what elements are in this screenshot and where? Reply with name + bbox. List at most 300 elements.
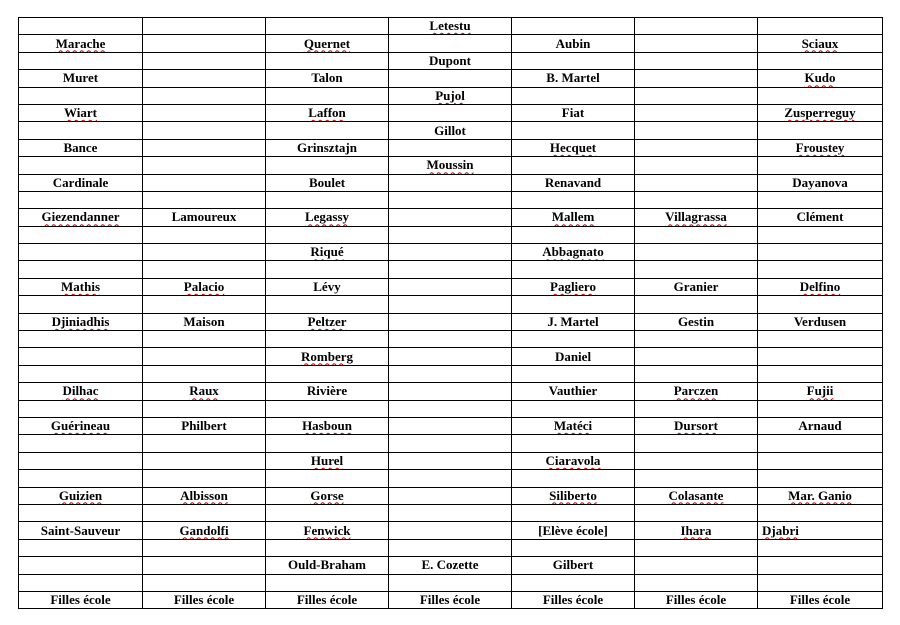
- table-cell: [143, 157, 266, 174]
- table-cell: [143, 18, 266, 35]
- table-cell: [143, 278, 266, 295]
- table-cell: [758, 157, 883, 174]
- name-label: Filles école: [789, 592, 851, 608]
- table-cell: [19, 139, 143, 156]
- table-cell: [758, 296, 883, 313]
- name-label: Letestu: [429, 18, 471, 34]
- table-cell: [143, 574, 266, 591]
- name-label: Delfino: [799, 279, 841, 295]
- table-cell: [389, 122, 512, 139]
- name-label: Dupont: [429, 52, 471, 68]
- table-cell: [635, 157, 758, 174]
- table-row: [19, 226, 883, 243]
- table-cell: [389, 435, 512, 452]
- name-label: Mallem: [551, 209, 595, 225]
- table-cell: [266, 52, 389, 69]
- table-cell: [389, 226, 512, 243]
- table-cell: [758, 591, 883, 608]
- table-cell: [635, 104, 758, 121]
- name-label: Moussin: [426, 157, 474, 173]
- table-cell: [19, 70, 143, 87]
- table-cell: [512, 313, 635, 330]
- name-label: Gorse: [310, 487, 344, 503]
- table-cell: [266, 70, 389, 87]
- table-cell: [389, 591, 512, 608]
- name-label: Albisson: [180, 487, 228, 503]
- table-row: [19, 157, 883, 174]
- table-cell: [143, 331, 266, 348]
- table-cell: [512, 435, 635, 452]
- name-label: Boulet: [308, 174, 346, 190]
- table-cell: [19, 348, 143, 365]
- table-cell: [635, 348, 758, 365]
- table-row: [19, 504, 883, 521]
- table-cell: [19, 122, 143, 139]
- table-cell: [512, 174, 635, 191]
- table-cell: [19, 174, 143, 191]
- name-label: Raux: [189, 383, 219, 399]
- table-cell: [758, 70, 883, 87]
- table-row: [19, 435, 883, 452]
- table-row: [19, 278, 883, 295]
- table-cell: [389, 191, 512, 208]
- table-cell: [19, 365, 143, 382]
- name-label: Wiart: [64, 105, 97, 121]
- table-cell: [143, 244, 266, 261]
- table-cell: [635, 35, 758, 52]
- table-cell: [19, 87, 143, 104]
- table-cell: [758, 365, 883, 382]
- table-cell: [512, 504, 635, 521]
- table-cell: [758, 348, 883, 365]
- table-cell: [758, 278, 883, 295]
- table-cell: [266, 557, 389, 574]
- table-cell: [512, 209, 635, 226]
- table-cell: [19, 539, 143, 556]
- table-cell: [512, 191, 635, 208]
- name-label: Muret: [62, 70, 99, 86]
- name-label: Djabri: [762, 522, 799, 538]
- table-cell: [143, 557, 266, 574]
- table-cell: [19, 35, 143, 52]
- table-cell: [512, 383, 635, 400]
- table-cell: [512, 452, 635, 469]
- table-cell: [758, 400, 883, 417]
- table-cell: [143, 191, 266, 208]
- table-row: [19, 209, 883, 226]
- table-cell: [266, 244, 389, 261]
- table-cell: [758, 539, 883, 556]
- table-cell: [389, 331, 512, 348]
- table-cell: [635, 174, 758, 191]
- table-cell: [266, 331, 389, 348]
- name-label: Siliberto: [549, 487, 597, 503]
- table-cell: [635, 400, 758, 417]
- table-cell: [512, 87, 635, 104]
- table-cell: [19, 417, 143, 434]
- table-cell: [143, 174, 266, 191]
- table-row: [19, 331, 883, 348]
- table-cell: [19, 18, 143, 35]
- table-cell: [635, 470, 758, 487]
- table-cell: [758, 18, 883, 35]
- table-cell: [143, 313, 266, 330]
- name-label: Bance: [63, 139, 98, 155]
- table-cell: [635, 591, 758, 608]
- table-row: [19, 261, 883, 278]
- table-cell: [19, 244, 143, 261]
- name-label: Gandolfi: [179, 522, 229, 538]
- name-label: Saint-Sauveur: [40, 522, 121, 538]
- table-cell: [266, 365, 389, 382]
- table-cell: [758, 139, 883, 156]
- table-cell: [758, 331, 883, 348]
- table-cell: [389, 70, 512, 87]
- table-cell: [19, 557, 143, 574]
- table-cell: [266, 522, 389, 539]
- table-cell: [512, 557, 635, 574]
- name-label: Marache: [55, 35, 106, 51]
- table-cell: [19, 313, 143, 330]
- name-label: Kudo: [804, 70, 836, 86]
- table-row: [19, 70, 883, 87]
- table-row: [19, 244, 883, 261]
- table-cell: [635, 139, 758, 156]
- table-cell: [512, 400, 635, 417]
- table-cell: [635, 122, 758, 139]
- name-label: Daniel: [554, 348, 592, 364]
- table-cell: [389, 139, 512, 156]
- table-cell: [389, 504, 512, 521]
- table-cell: [512, 261, 635, 278]
- name-label: Renavand: [544, 174, 602, 190]
- table-row: [19, 522, 883, 539]
- table-cell: [19, 157, 143, 174]
- table-cell: [266, 261, 389, 278]
- table-cell: [266, 400, 389, 417]
- name-label: Philbert: [181, 418, 227, 434]
- table-cell: [19, 452, 143, 469]
- table-cell: [389, 35, 512, 52]
- table-cell: [143, 365, 266, 382]
- table-cell: [512, 574, 635, 591]
- table-cell: [512, 139, 635, 156]
- table-cell: [758, 226, 883, 243]
- table-cell: [389, 557, 512, 574]
- table-cell: [635, 52, 758, 69]
- name-grid-body: [19, 18, 883, 609]
- table-cell: [635, 87, 758, 104]
- table-cell: [389, 400, 512, 417]
- table-row: [19, 348, 883, 365]
- name-label: Filles école: [542, 592, 604, 608]
- table-cell: [143, 487, 266, 504]
- table-cell: [266, 470, 389, 487]
- table-cell: [143, 104, 266, 121]
- table-cell: [758, 417, 883, 434]
- name-label: Dursort: [673, 418, 719, 434]
- table-cell: [143, 52, 266, 69]
- table-cell: [266, 122, 389, 139]
- name-label: Rivière: [306, 383, 348, 399]
- table-cell: [758, 87, 883, 104]
- table-cell: [143, 435, 266, 452]
- name-label: Maison: [183, 313, 225, 329]
- table-cell: [758, 261, 883, 278]
- table-cell: [635, 70, 758, 87]
- table-cell: [758, 470, 883, 487]
- table-cell: [266, 383, 389, 400]
- name-label: Pagliero: [550, 279, 596, 295]
- table-cell: [19, 331, 143, 348]
- table-cell: [266, 539, 389, 556]
- name-label: Pujol: [435, 87, 465, 103]
- name-label: Fenwick: [303, 522, 351, 538]
- table-cell: [635, 435, 758, 452]
- table-cell: [635, 383, 758, 400]
- name-label: Gestin: [677, 313, 715, 329]
- table-cell: [389, 313, 512, 330]
- table-cell: [143, 209, 266, 226]
- name-label: Villagrassa: [665, 209, 727, 225]
- table-cell: [143, 70, 266, 87]
- name-label: Peltzer: [307, 313, 347, 329]
- table-cell: [266, 157, 389, 174]
- name-label: Guizien: [58, 487, 103, 503]
- table-cell: [143, 296, 266, 313]
- name-label: Froustey: [795, 139, 845, 155]
- table-row: [19, 365, 883, 382]
- table-cell: [389, 522, 512, 539]
- table-cell: [758, 504, 883, 521]
- table-cell: [635, 539, 758, 556]
- table-cell: [389, 87, 512, 104]
- table-cell: [143, 139, 266, 156]
- table-row: [19, 539, 883, 556]
- name-label: Hurel: [310, 452, 344, 468]
- name-label: Granier: [673, 279, 719, 295]
- name-label: Dilhac: [62, 383, 99, 399]
- name-label: Filles école: [173, 592, 235, 608]
- table-cell: [19, 52, 143, 69]
- table-cell: [635, 191, 758, 208]
- table-cell: [143, 522, 266, 539]
- table-cell: [19, 226, 143, 243]
- name-label: Mar. Ganio: [788, 487, 852, 503]
- name-label: Matéci: [553, 418, 593, 434]
- name-label: Mathis: [61, 279, 100, 295]
- table-cell: [389, 365, 512, 382]
- name-label: Lamoureux: [171, 209, 237, 225]
- table-cell: [758, 104, 883, 121]
- table-cell: [389, 452, 512, 469]
- table-cell: [512, 52, 635, 69]
- table-cell: [19, 470, 143, 487]
- table-cell: [512, 331, 635, 348]
- table-cell: [389, 383, 512, 400]
- table-cell: [266, 191, 389, 208]
- table-cell: [389, 348, 512, 365]
- name-label: Colasante: [668, 487, 724, 503]
- table-cell: [266, 504, 389, 521]
- table-cell: [266, 209, 389, 226]
- table-cell: [19, 209, 143, 226]
- table-cell: [512, 18, 635, 35]
- table-cell: [758, 209, 883, 226]
- table-cell: [143, 504, 266, 521]
- table-cell: [266, 35, 389, 52]
- table-cell: [143, 539, 266, 556]
- table-cell: [635, 313, 758, 330]
- table-cell: [389, 261, 512, 278]
- table-row: [19, 174, 883, 191]
- name-label: Filles école: [419, 592, 481, 608]
- table-cell: [512, 296, 635, 313]
- table-cell: [389, 296, 512, 313]
- table-cell: [266, 435, 389, 452]
- table-cell: [758, 487, 883, 504]
- name-label: [Elève école]: [538, 522, 608, 538]
- table-cell: [389, 487, 512, 504]
- name-label: Riqué: [310, 244, 344, 260]
- name-label: Guérineau: [50, 418, 111, 434]
- table-cell: [19, 278, 143, 295]
- table-cell: [635, 226, 758, 243]
- name-label: Sciaux: [801, 35, 839, 51]
- name-label: E. Cozette: [421, 557, 479, 573]
- name-label: Hecquet: [549, 139, 597, 155]
- table-cell: [266, 226, 389, 243]
- name-label: Palacio: [183, 279, 225, 295]
- table-cell: [512, 348, 635, 365]
- table-cell: [266, 574, 389, 591]
- table-cell: [19, 435, 143, 452]
- table-cell: [512, 470, 635, 487]
- table-cell: [512, 104, 635, 121]
- table-cell: [758, 122, 883, 139]
- table-cell: [19, 383, 143, 400]
- table-row: [19, 452, 883, 469]
- table-cell: [758, 244, 883, 261]
- table-cell: [19, 574, 143, 591]
- table-cell: [635, 574, 758, 591]
- table-cell: [512, 278, 635, 295]
- table-cell: [758, 174, 883, 191]
- table-cell: [266, 174, 389, 191]
- name-label: Legassy: [304, 209, 350, 225]
- table-cell: [19, 191, 143, 208]
- name-label: Parczen: [673, 383, 719, 399]
- table-cell: [758, 383, 883, 400]
- table-cell: [19, 261, 143, 278]
- name-label: Filles école: [296, 592, 358, 608]
- name-label: Arnaud: [798, 418, 842, 434]
- name-label: Romberg: [301, 348, 353, 364]
- table-cell: [758, 557, 883, 574]
- table-row: [19, 470, 883, 487]
- table-cell: [266, 296, 389, 313]
- table-cell: [512, 244, 635, 261]
- table-row: [19, 574, 883, 591]
- table-cell: [635, 452, 758, 469]
- table-row: [19, 87, 883, 104]
- table-cell: [635, 261, 758, 278]
- table-cell: [143, 122, 266, 139]
- table-cell: [389, 244, 512, 261]
- table-row: [19, 313, 883, 330]
- table-row: [19, 139, 883, 156]
- name-label: Vauthier: [548, 383, 598, 399]
- table-cell: [143, 470, 266, 487]
- name-label: Zusperreguy: [784, 105, 856, 121]
- name-label: Quernet: [303, 35, 351, 51]
- table-row: [19, 18, 883, 35]
- table-cell: [389, 574, 512, 591]
- table-cell: [635, 504, 758, 521]
- table-cell: [635, 522, 758, 539]
- table-cell: [266, 87, 389, 104]
- table-cell: [635, 278, 758, 295]
- table-cell: [512, 539, 635, 556]
- table-row: [19, 104, 883, 121]
- table-cell: [758, 452, 883, 469]
- table-cell: [266, 104, 389, 121]
- table-cell: [266, 452, 389, 469]
- table-cell: [512, 522, 635, 539]
- table-cell: [19, 400, 143, 417]
- table-cell: [635, 296, 758, 313]
- table-cell: [512, 122, 635, 139]
- table-cell: [389, 52, 512, 69]
- table-cell: [512, 365, 635, 382]
- table-row: [19, 400, 883, 417]
- name-label: Ould-Braham: [287, 557, 366, 573]
- name-label: Giezendanner: [41, 209, 120, 225]
- table-cell: [389, 470, 512, 487]
- name-label: Laffon: [308, 105, 346, 121]
- name-label: Gillot: [434, 122, 466, 138]
- table-row: [19, 35, 883, 52]
- table-row: [19, 191, 883, 208]
- table-cell: [635, 557, 758, 574]
- table-cell: [758, 35, 883, 52]
- table-cell: [389, 18, 512, 35]
- table-cell: [19, 504, 143, 521]
- table-cell: [389, 104, 512, 121]
- table-cell: [512, 226, 635, 243]
- table-cell: [758, 191, 883, 208]
- table-cell: [635, 417, 758, 434]
- table-cell: [635, 365, 758, 382]
- table-cell: [143, 35, 266, 52]
- table-cell: [512, 417, 635, 434]
- table-cell: [389, 539, 512, 556]
- table-cell: [512, 157, 635, 174]
- table-cell: [512, 487, 635, 504]
- table-cell: [389, 278, 512, 295]
- name-label: Aubin: [555, 35, 591, 51]
- name-label: Clément: [796, 209, 844, 225]
- table-cell: [266, 487, 389, 504]
- table-row: [19, 487, 883, 504]
- table-cell: [143, 452, 266, 469]
- table-cell: [266, 313, 389, 330]
- table-cell: [143, 348, 266, 365]
- table-cell: [389, 417, 512, 434]
- table-cell: [758, 313, 883, 330]
- table-row: [19, 591, 883, 608]
- name-label: Grinsztajn: [297, 139, 357, 155]
